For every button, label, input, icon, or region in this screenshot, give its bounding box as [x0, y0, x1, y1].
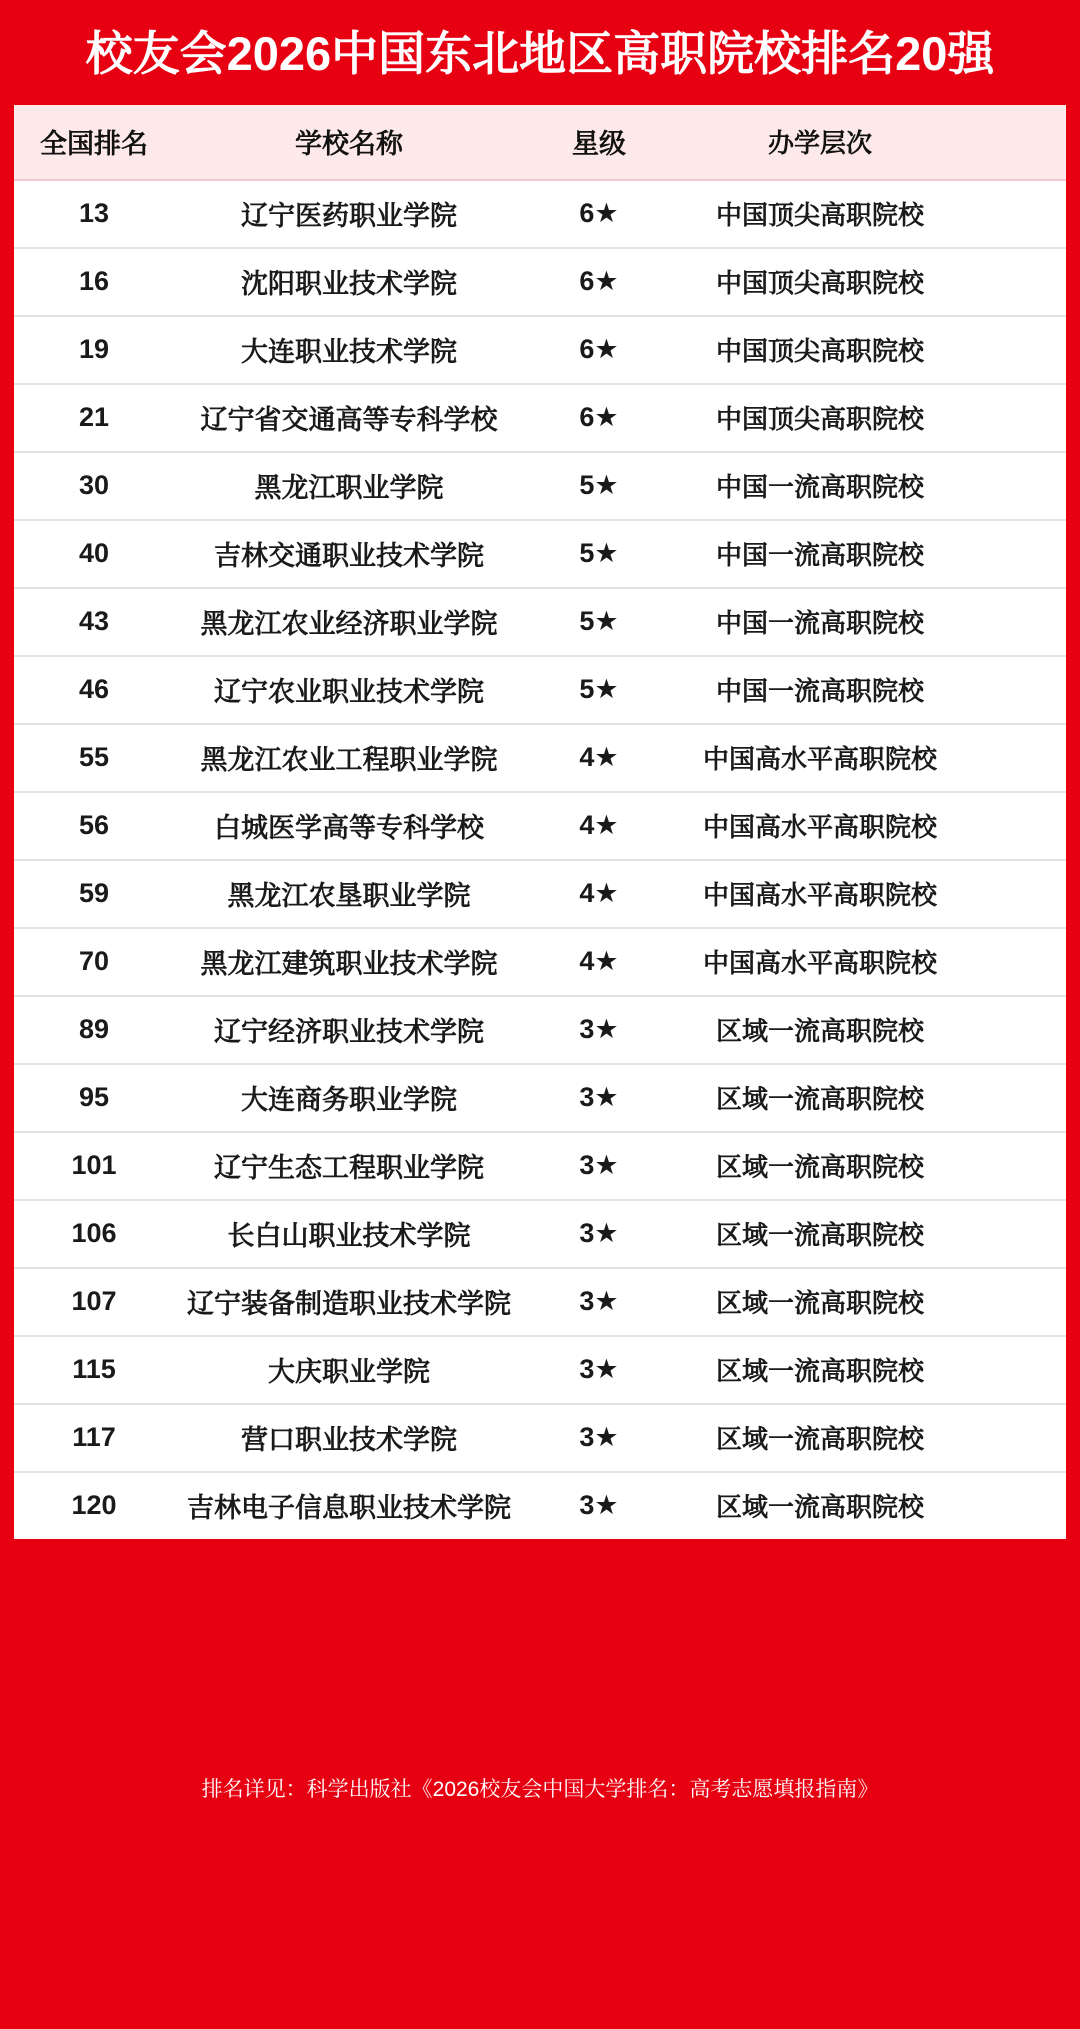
cell-star: 3★ — [579, 1422, 619, 1453]
cell-rank: 120 — [71, 1490, 117, 1521]
cell-name: 辽宁装备制造职业技术学院 — [187, 1289, 511, 1320]
cell-name: 辽宁生态工程职业学院 — [214, 1153, 484, 1184]
cell-level: 中国高水平高职院校 — [702, 812, 937, 843]
cell-rank: 70 — [78, 946, 110, 977]
cell-level: 中国一流高职院校 — [715, 608, 924, 639]
table-row — [14, 589, 1066, 657]
column-header-level: 办学层次 — [767, 128, 872, 159]
cell-rank: 55 — [78, 742, 110, 773]
cell-name: 吉林交通职业技术学院 — [214, 541, 484, 572]
table-row — [14, 385, 1066, 453]
cell-rank: 101 — [71, 1150, 117, 1181]
cell-star: 3★ — [579, 1490, 619, 1521]
table-row — [14, 1405, 1066, 1473]
cell-rank: 19 — [78, 334, 110, 365]
cell-rank: 59 — [78, 878, 110, 909]
table-header-row — [14, 105, 1066, 181]
cell-star: 5★ — [579, 538, 619, 569]
cell-name: 大连商务职业学院 — [241, 1085, 457, 1116]
cell-star: 3★ — [579, 1150, 619, 1181]
cell-level: 中国顶尖高职院校 — [715, 200, 924, 231]
cell-level: 区域一流高职院校 — [715, 1288, 924, 1319]
column-header-name: 学校名称 — [295, 129, 403, 160]
cell-star: 3★ — [579, 1354, 619, 1385]
cell-name: 辽宁医药职业学院 — [241, 201, 457, 232]
cell-star: 3★ — [579, 1218, 619, 1249]
cell-rank: 117 — [72, 1422, 116, 1453]
cell-name: 营口职业技术学院 — [241, 1425, 457, 1456]
table-row — [14, 1337, 1066, 1405]
cell-star: 5★ — [579, 470, 619, 501]
table-row — [14, 317, 1066, 385]
cell-level: 中国高水平高职院校 — [702, 744, 937, 775]
cell-name: 黑龙江农业工程职业学院 — [200, 745, 498, 776]
cell-level: 中国顶尖高职院校 — [715, 336, 924, 367]
cell-rank: 43 — [78, 606, 110, 637]
cell-name: 辽宁省交通高等专科学校 — [200, 405, 498, 436]
table-row — [14, 1473, 1066, 1539]
cell-name: 辽宁农业职业技术学院 — [214, 677, 484, 708]
table-row — [14, 181, 1066, 249]
cell-level: 中国一流高职院校 — [715, 540, 924, 571]
cell-star: 3★ — [579, 1082, 619, 1113]
cell-level: 中国一流高职院校 — [715, 472, 924, 503]
cell-rank: 30 — [78, 470, 110, 501]
table-row — [14, 1065, 1066, 1133]
cell-star: 6★ — [579, 266, 619, 297]
cell-star: 6★ — [579, 198, 619, 229]
cell-star: 6★ — [579, 402, 619, 433]
cell-rank: 46 — [78, 674, 110, 705]
page-title: 校友会2026中国东北地区高职院校排名20强 — [85, 27, 995, 80]
cell-star: 5★ — [579, 606, 619, 637]
cell-name: 吉林电子信息职业技术学院 — [187, 1493, 511, 1524]
cell-star: 6★ — [579, 334, 619, 365]
cell-name: 白城医学高等专科学校 — [214, 813, 484, 844]
cell-rank: 95 — [78, 1082, 110, 1113]
cell-level: 区域一流高职院校 — [715, 1152, 924, 1183]
cell-level: 中国一流高职院校 — [715, 676, 924, 707]
cell-rank: 89 — [78, 1014, 110, 1045]
cell-rank: 21 — [78, 402, 110, 433]
cell-level: 区域一流高职院校 — [715, 1220, 924, 1251]
cell-star: 5★ — [579, 674, 619, 705]
cell-star: 4★ — [579, 810, 619, 841]
cell-rank: 13 — [78, 198, 110, 229]
table-row — [14, 1133, 1066, 1201]
cell-name: 黑龙江农业经济职业学院 — [200, 609, 498, 640]
cell-level: 区域一流高职院校 — [715, 1356, 924, 1387]
table-row — [14, 929, 1066, 997]
table-row — [14, 657, 1066, 725]
column-header-star: 星级 — [572, 129, 626, 160]
cell-star: 3★ — [579, 1286, 619, 1317]
cell-level: 区域一流高职院校 — [715, 1492, 924, 1523]
cell-rank: 106 — [71, 1218, 117, 1249]
cell-rank: 107 — [71, 1286, 117, 1317]
cell-name: 沈阳职业技术学院 — [241, 269, 457, 300]
cell-name: 长白山职业技术学院 — [227, 1221, 471, 1252]
cell-name: 辽宁经济职业技术学院 — [214, 1017, 484, 1048]
cell-level: 区域一流高职院校 — [715, 1424, 924, 1455]
cell-name: 黑龙江建筑职业技术学院 — [200, 949, 498, 980]
cell-rank: 115 — [72, 1354, 116, 1385]
cell-level: 区域一流高职院校 — [715, 1084, 924, 1115]
cell-star: 4★ — [579, 946, 619, 977]
cell-star: 4★ — [579, 878, 619, 909]
cell-star: 4★ — [579, 742, 619, 773]
cell-rank: 16 — [78, 266, 110, 297]
column-header-rank: 全国排名 — [40, 129, 148, 160]
cell-star: 3★ — [579, 1014, 619, 1045]
table-row — [14, 1269, 1066, 1337]
table-row — [14, 249, 1066, 317]
cell-level: 中国顶尖高职院校 — [715, 404, 924, 435]
cell-level: 中国高水平高职院校 — [702, 880, 937, 911]
ranking-table — [14, 102, 1066, 1539]
table-row — [14, 997, 1066, 1065]
cell-name: 大连职业技术学院 — [241, 337, 457, 368]
cell-rank: 40 — [78, 538, 110, 569]
cell-name: 黑龙江职业学院 — [254, 473, 444, 504]
cell-name: 黑龙江农垦职业学院 — [227, 881, 471, 912]
table-row — [14, 1201, 1066, 1269]
table-row — [14, 861, 1066, 929]
cell-level: 区域一流高职院校 — [715, 1016, 924, 1047]
footer-note: 排名详见：科学出版社《2026校友会中国大学排名：高考志愿填报指南》 — [201, 1777, 879, 1801]
cell-level: 中国高水平高职院校 — [702, 948, 937, 979]
cell-rank: 56 — [78, 810, 110, 841]
table-row — [14, 725, 1066, 793]
table-row — [14, 793, 1066, 861]
table-row — [14, 453, 1066, 521]
cell-name: 大庆职业学院 — [268, 1357, 430, 1388]
cell-level: 中国顶尖高职院校 — [715, 268, 924, 299]
table-row — [14, 521, 1066, 589]
